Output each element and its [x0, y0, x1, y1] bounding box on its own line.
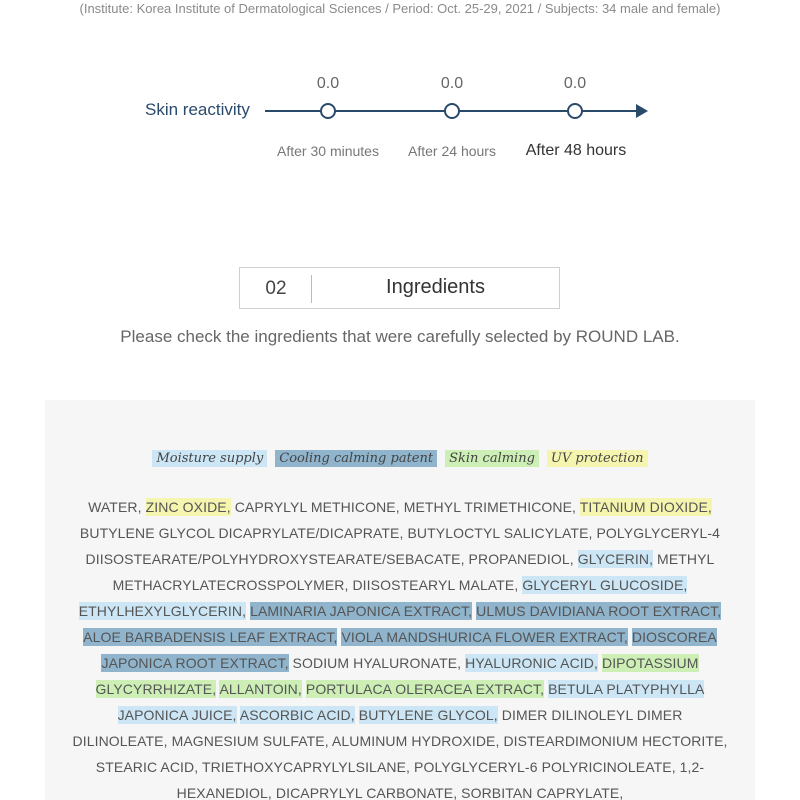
- ingredient-legend: [45, 450, 755, 467]
- section-number: 02: [265, 278, 287, 299]
- legend-skin-calming: Skin calming: [445, 450, 539, 467]
- timeline-time: After 30 minutes: [277, 143, 379, 159]
- legend-cooling-calming-patent: Cooling calming patent: [275, 450, 437, 467]
- ingredient-highlight-moist: GLYCERYL GLUCOSIDE,: [522, 577, 688, 593]
- timeline-point: [320, 103, 336, 119]
- ingredient-text: METHYL METHACRYLATECROSSPOLYMER, DIISOSTEARYL MALATE,: [112, 551, 715, 593]
- timeline-value: 0.0: [316, 75, 340, 92]
- ingredient-text: DIMER DILINOLEYL DIMER DILINOLEATE, MAGNESIUM SULFATE, ALUMINUM HYDROXIDE, DISTEARDIMONIUM HECTORITE, STEARIC ACID, TRIETHOXYCAPRYLYLSILANE, POLYGLYCERYL-6 POLYRICINOLEATE, 1,2-HEXANEDIOL, DICAPRYLYL CARBONATE, SORBITAN CAPRYLATE,: [72, 707, 728, 800]
- ingredient-text: SODIUM HYALURONATE,: [288, 655, 466, 671]
- ingredient-text: BUTYLENE GLYCOL DICAPRYLATE/DICAPRATE, BUTYLOCTYL SALICYLATE, POLYGLYCERYL-4 DIISOSTEARATE/POLYHYDROXYSTEARATE/SEBACATE, PROPANEDIOL,: [79, 525, 721, 567]
- timeline-time: After 24 hours: [408, 143, 496, 159]
- timeline-point: [444, 103, 460, 119]
- ingredient-highlight-cool: ULMUS DAVIDIANA ROOT EXTRACT,: [476, 603, 722, 619]
- section-title: Ingredients: [386, 276, 485, 298]
- timeline-value: 0.0: [440, 75, 464, 92]
- section-subtitle: Please check the ingredients that were carefully selected by ROUND LAB.: [120, 327, 680, 346]
- timeline-value: 0.0: [563, 75, 587, 92]
- section-header: [239, 267, 560, 309]
- ingredient-highlight-moist: HYALURONIC ACID,: [465, 655, 598, 671]
- ingredient-highlight-moist: BUTYLENE GLYCOL,: [358, 707, 498, 723]
- skin-reactivity-timeline: [0, 60, 800, 180]
- ingredient-highlight-cool: DIOSCOREA JAPONICA ROOT EXTRACT,: [101, 629, 717, 671]
- ingredient-highlight-cool: VIOLA MANDSHURICA FLOWER EXTRACT,: [341, 629, 628, 645]
- ingredients-panel: [45, 400, 755, 800]
- ingredient-list: [70, 494, 730, 800]
- study-caption: (Institute: Korea Institute of Dermatological Sciences / Period: Oct. 25-29, 2021 / Subjects: 34 male and female): [79, 1, 721, 16]
- legend-uv-protection: UV protection: [547, 450, 648, 467]
- timeline-label: Skin reactivity: [145, 100, 250, 119]
- ingredient-text: WATER,: [88, 499, 146, 515]
- ingredient-highlight-moist: GLYCERIN,: [577, 551, 654, 567]
- ingredient-highlight-uv: TITANIUM DIOXIDE,: [579, 499, 712, 515]
- ingredient-highlight-moist: ETHYLHEXYLGLYCERIN,: [78, 603, 247, 619]
- ingredient-highlight-calm: ALLANTOIN,: [219, 681, 302, 697]
- ingredient-highlight-cool: ALOE BARBADENSIS LEAF EXTRACT,: [83, 629, 338, 645]
- legend-moisture-supply: Moisture supply: [152, 450, 267, 467]
- ingredient-highlight-moist: BETULA PLATYPHYLLA JAPONICA JUICE,: [117, 681, 705, 723]
- ingredient-highlight-cool: LAMINARIA JAPONICA EXTRACT,: [250, 603, 473, 619]
- ingredient-highlight-uv: ZINC OXIDE,: [145, 499, 231, 515]
- arrow-right-icon: [636, 104, 648, 118]
- ingredient-highlight-moist: ASCORBIC ACID,: [239, 707, 355, 723]
- ingredient-highlight-calm: DIPOTASSIUM GLYCYRRHIZATE,: [95, 655, 699, 697]
- ingredient-text: CAPRYLYL METHICONE, METHYL TRIMETHICONE,: [230, 499, 580, 515]
- timeline-point: [567, 103, 583, 119]
- ingredient-highlight-calm: PORTULACA OLERACEA EXTRACT,: [305, 681, 545, 697]
- timeline-time-highlight: After 48 hours: [525, 142, 627, 159]
